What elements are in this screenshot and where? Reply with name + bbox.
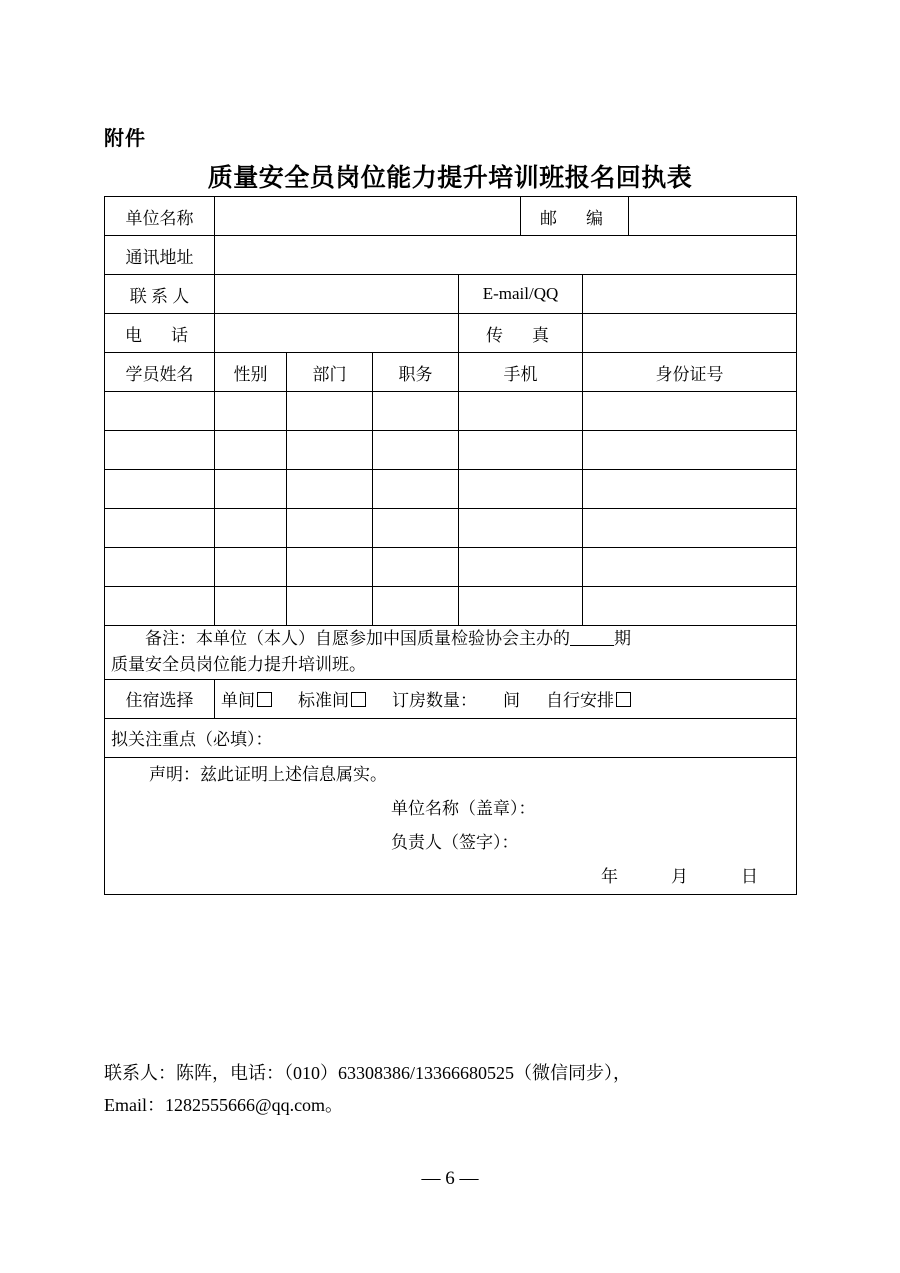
checkbox-self-arranged[interactable]: [616, 692, 631, 707]
table-row-phone: [105, 314, 797, 353]
header-id-number: 身份证号: [583, 353, 797, 392]
cell-department[interactable]: [287, 431, 373, 470]
lodging-single-option[interactable]: [221, 686, 272, 711]
registration-form-table: [104, 196, 797, 895]
unit-name-value[interactable]: [215, 197, 521, 236]
remark-text-b: 期: [614, 629, 631, 648]
cell-mobile[interactable]: [459, 587, 583, 626]
table-row: [105, 587, 797, 626]
checkbox-single-room[interactable]: [257, 692, 272, 707]
header-position: 职务: [373, 353, 459, 392]
address-value[interactable]: [215, 236, 797, 275]
declaration-cell: [105, 757, 797, 894]
cell-trainee-name[interactable]: [105, 470, 215, 509]
cell-gender[interactable]: [215, 431, 287, 470]
table-row-unit-name: [105, 197, 797, 236]
cell-id-number[interactable]: [583, 392, 797, 431]
address-label: 通讯地址: [105, 236, 215, 275]
cell-trainee-name[interactable]: [105, 392, 215, 431]
table-header-trainees: [105, 353, 797, 392]
table-row-contact: [105, 275, 797, 314]
declaration-responsible-person[interactable]: 负责人（签字）：: [391, 832, 519, 852]
table-row: [105, 548, 797, 587]
table-row: [105, 392, 797, 431]
fax-label: 传 真: [459, 314, 583, 353]
lodging-count-unit: 间: [503, 691, 520, 711]
page-title: 质量安全员岗位能力提升培训班报名回执表: [207, 164, 693, 192]
lodging-single-label: 单间: [221, 691, 255, 711]
cell-id-number[interactable]: [583, 587, 797, 626]
declaration-date[interactable]: 年 月 日: [601, 866, 776, 886]
lodging-options: [215, 679, 797, 718]
cell-department[interactable]: [287, 548, 373, 587]
cell-mobile[interactable]: [459, 548, 583, 587]
cell-mobile[interactable]: [459, 509, 583, 548]
cell-department[interactable]: [287, 587, 373, 626]
phone-value[interactable]: [215, 314, 459, 353]
lodging-count-label: 订房数量：: [392, 691, 477, 711]
cell-mobile[interactable]: [459, 431, 583, 470]
cell-trainee-name[interactable]: [105, 431, 215, 470]
email-qq-value[interactable]: [583, 275, 797, 314]
cell-department[interactable]: [287, 509, 373, 548]
remark-blank-line[interactable]: [570, 645, 614, 646]
focus-cell[interactable]: [105, 718, 797, 757]
remark-text-a: 备注：本单位（本人）自愿参加中国质量检验协会主办的: [145, 629, 570, 648]
cell-id-number[interactable]: [583, 548, 797, 587]
declaration-unit-name[interactable]: 单位名称（盖章）：: [391, 798, 536, 818]
cell-id-number[interactable]: [583, 470, 797, 509]
remark-line-2: 质量安全员岗位能力提升培训班。: [111, 655, 366, 675]
lodging-standard-option[interactable]: [298, 686, 366, 711]
attachment-label: 附件: [104, 128, 146, 150]
postcode-label: 邮 编: [521, 197, 629, 236]
lodging-self-label: 自行安排: [546, 691, 614, 711]
focus-label: 拟关注重点（必填）：: [111, 730, 273, 750]
lodging-label: 住宿选择: [105, 679, 215, 718]
lodging-standard-label: 标准间: [298, 691, 349, 711]
header-gender: 性别: [215, 353, 287, 392]
fax-value[interactable]: [583, 314, 797, 353]
remark-line-1: [111, 626, 790, 652]
table-row-focus: [105, 718, 797, 757]
cell-position[interactable]: [373, 392, 459, 431]
cell-id-number[interactable]: [583, 509, 797, 548]
phone-label: 电 话: [105, 314, 215, 353]
cell-mobile[interactable]: [459, 470, 583, 509]
unit-name-label: 单位名称: [105, 197, 215, 236]
footer-contact: [104, 1058, 804, 1121]
contact-value[interactable]: [215, 275, 459, 314]
declaration-title: 声明：兹此证明上述信息属实。: [149, 764, 387, 784]
cell-position[interactable]: [373, 509, 459, 548]
table-row-remark: [105, 626, 797, 680]
cell-trainee-name[interactable]: [105, 509, 215, 548]
cell-position[interactable]: [373, 587, 459, 626]
table-row: [105, 509, 797, 548]
cell-gender[interactable]: [215, 509, 287, 548]
header-department: 部门: [287, 353, 373, 392]
cell-id-number[interactable]: [583, 431, 797, 470]
cell-position[interactable]: [373, 548, 459, 587]
cell-gender[interactable]: [215, 470, 287, 509]
lodging-self-option[interactable]: [546, 686, 631, 711]
footer-contact-line-2: Email：1282555666@qq.com。: [104, 1094, 344, 1115]
header-trainee-name: 学员姓名: [105, 353, 215, 392]
email-qq-label: E-mail/QQ: [459, 275, 583, 314]
remark-cell: [105, 626, 797, 680]
cell-mobile[interactable]: [459, 392, 583, 431]
cell-gender[interactable]: [215, 587, 287, 626]
cell-position[interactable]: [373, 470, 459, 509]
header-mobile: 手机: [459, 353, 583, 392]
table-row-address: [105, 236, 797, 275]
cell-department[interactable]: [287, 392, 373, 431]
contact-label: 联 系 人: [105, 275, 215, 314]
cell-position[interactable]: [373, 431, 459, 470]
table-row: [105, 470, 797, 509]
page-number: — 6 —: [421, 1168, 479, 1189]
cell-trainee-name[interactable]: [105, 587, 215, 626]
cell-gender[interactable]: [215, 392, 287, 431]
footer-contact-line-1: 联系人：陈阵，电话：（010）63308386/13366680525（微信同步），: [104, 1063, 631, 1083]
table-row-declaration: [105, 757, 797, 894]
postcode-value[interactable]: [629, 197, 797, 236]
cell-trainee-name[interactable]: [105, 548, 215, 587]
lodging-options-row: [221, 686, 790, 711]
table-row-lodging: [105, 679, 797, 718]
cell-department[interactable]: [287, 470, 373, 509]
table-row: [105, 431, 797, 470]
checkbox-standard-room[interactable]: [351, 692, 366, 707]
cell-gender[interactable]: [215, 548, 287, 587]
